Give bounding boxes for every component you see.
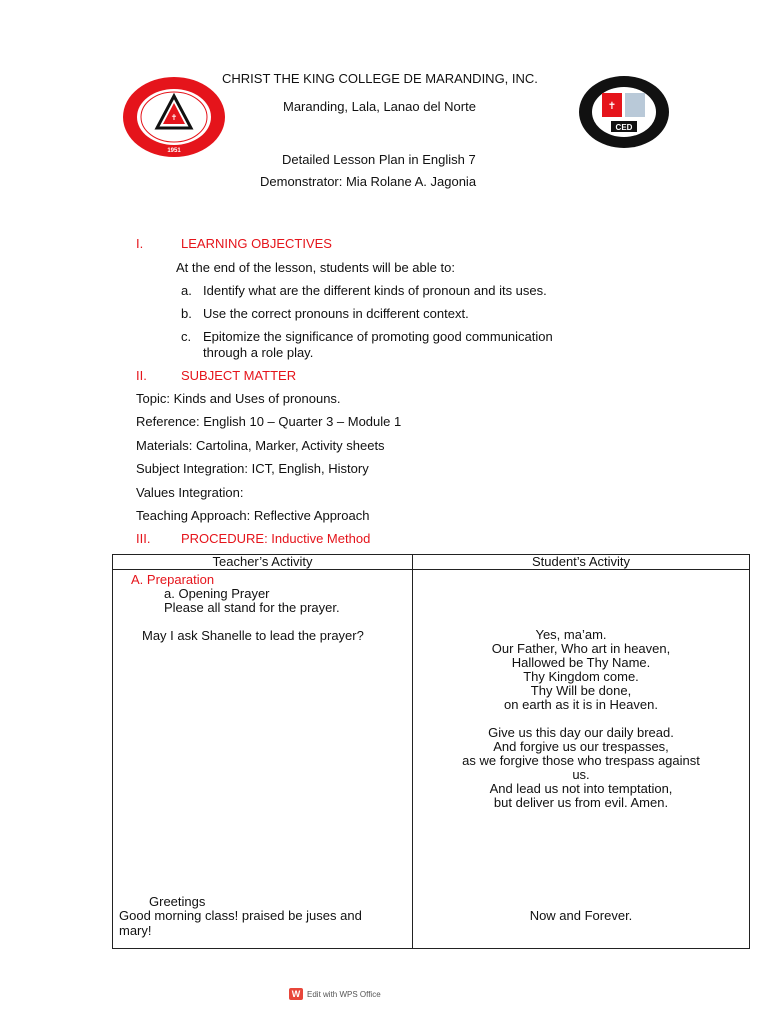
teacher-line: mary! [119, 923, 152, 938]
prayer-line: as we forgive those who trespass against [462, 753, 700, 768]
subject-numeral: II. [136, 368, 147, 383]
objective-letter: a. [181, 283, 192, 298]
field-value: English 10 – Quarter 3 – Module 1 [203, 414, 402, 429]
svg-text:✝: ✝ [170, 113, 178, 122]
teacher-line: Good morning class! praised be juses and [119, 908, 362, 923]
objectives-intro: At the end of the lesson, students will be able to: [176, 260, 455, 275]
wps-office-icon: W [289, 988, 303, 1000]
opening-prayer-heading: a. Opening Prayer [164, 586, 270, 601]
prayer-line: And forgive us our trespasses, [493, 739, 669, 754]
procedure-numeral: III. [136, 531, 151, 546]
objective-text-cont: through a role play. [203, 345, 314, 360]
svg-text:✝: ✝ [607, 101, 617, 112]
field-value: Kinds and Uses of pronouns. [173, 391, 341, 406]
objective-letter: c. [181, 329, 192, 344]
teacher-line: May I ask Shanelle to lead the prayer? [142, 628, 364, 643]
demonstrator: Demonstrator: Mia Rolane A. Jagonia [260, 174, 477, 189]
prayer-line: on earth as it is in Heaven. [504, 697, 658, 712]
procedure-table [112, 554, 750, 949]
school-name: CHRIST THE KING COLLEGE DE MARANDING, INC. [222, 71, 538, 86]
field-label: Materials: [136, 438, 193, 453]
subject-field-topic [136, 391, 341, 407]
prayer-line: Hallowed be Thy Name. [511, 655, 651, 670]
objectives-heading: LEARNING OBJECTIVES [181, 236, 332, 251]
student-activity-cell [413, 570, 750, 949]
student-response: Now and Forever. [529, 908, 633, 923]
prayer-line: Thy Kingdom come. [523, 669, 639, 684]
objective-text: Epitomize the significance of promoting good communication [203, 329, 553, 344]
lesson-plan-title: Detailed Lesson Plan in English 7 [282, 152, 476, 167]
objective-text: Identify what are the different kinds of pronoun and its uses. [203, 283, 547, 298]
school-address: Maranding, Lala, Lanao del Norte [283, 99, 476, 114]
college-of-education-logo [578, 75, 670, 149]
teacher-activity-header: Teacher’s Activity [113, 555, 413, 570]
wps-watermark[interactable] [289, 988, 381, 1000]
subject-heading: SUBJECT MATTER [181, 368, 297, 383]
school-seal-logo [121, 76, 227, 158]
field-label: Subject Integration: [136, 461, 249, 476]
subject-field-materials [136, 438, 385, 454]
prayer-line: Our Father, Who art in heaven, [491, 641, 671, 656]
subject-field-integration [136, 461, 369, 477]
field-label: Reference: [136, 414, 200, 429]
field-value: ICT, English, History [251, 461, 369, 476]
subject-field-reference [136, 414, 401, 430]
teacher-line: Please all stand for the prayer. [164, 600, 340, 615]
prayer-line: but deliver us from evil. Amen. [493, 795, 669, 810]
preparation-heading: A. Preparation [131, 572, 215, 587]
greetings-heading: Greetings [149, 894, 206, 909]
objective-letter: b. [181, 306, 192, 321]
objective-text: Use the correct pronouns in dcifferent context. [203, 306, 469, 321]
subject-field-approach [136, 508, 369, 524]
field-label: Topic: [136, 391, 170, 406]
field-label: Values Integration: [136, 485, 244, 500]
objectives-numeral: I. [136, 236, 144, 251]
prayer-line: Thy Will be done, [530, 683, 632, 698]
prayer-line: And lead us not into temptation, [489, 781, 673, 796]
prayer-line: Give us this day our daily bread. [488, 725, 674, 740]
procedure-heading: PROCEDURE: Inductive Method [181, 531, 371, 546]
ced-badge: CED [615, 123, 633, 132]
prayer-line: us. [572, 767, 590, 782]
field-label: Teaching Approach: [136, 508, 251, 523]
teacher-activity-cell [113, 570, 413, 949]
prayer-line: Yes, ma’am. [535, 627, 607, 642]
field-value: Cartolina, Marker, Activity sheets [195, 438, 385, 453]
field-value: Reflective Approach [253, 508, 370, 523]
student-activity-header: Student’s Activity [413, 555, 750, 570]
prayer-line [413, 712, 749, 726]
subject-field-values [136, 485, 243, 501]
seal-year: 1951 [167, 148, 181, 154]
wps-edit-link[interactable]: Edit with WPS Office [307, 989, 381, 999]
student-prayer [413, 628, 749, 810]
